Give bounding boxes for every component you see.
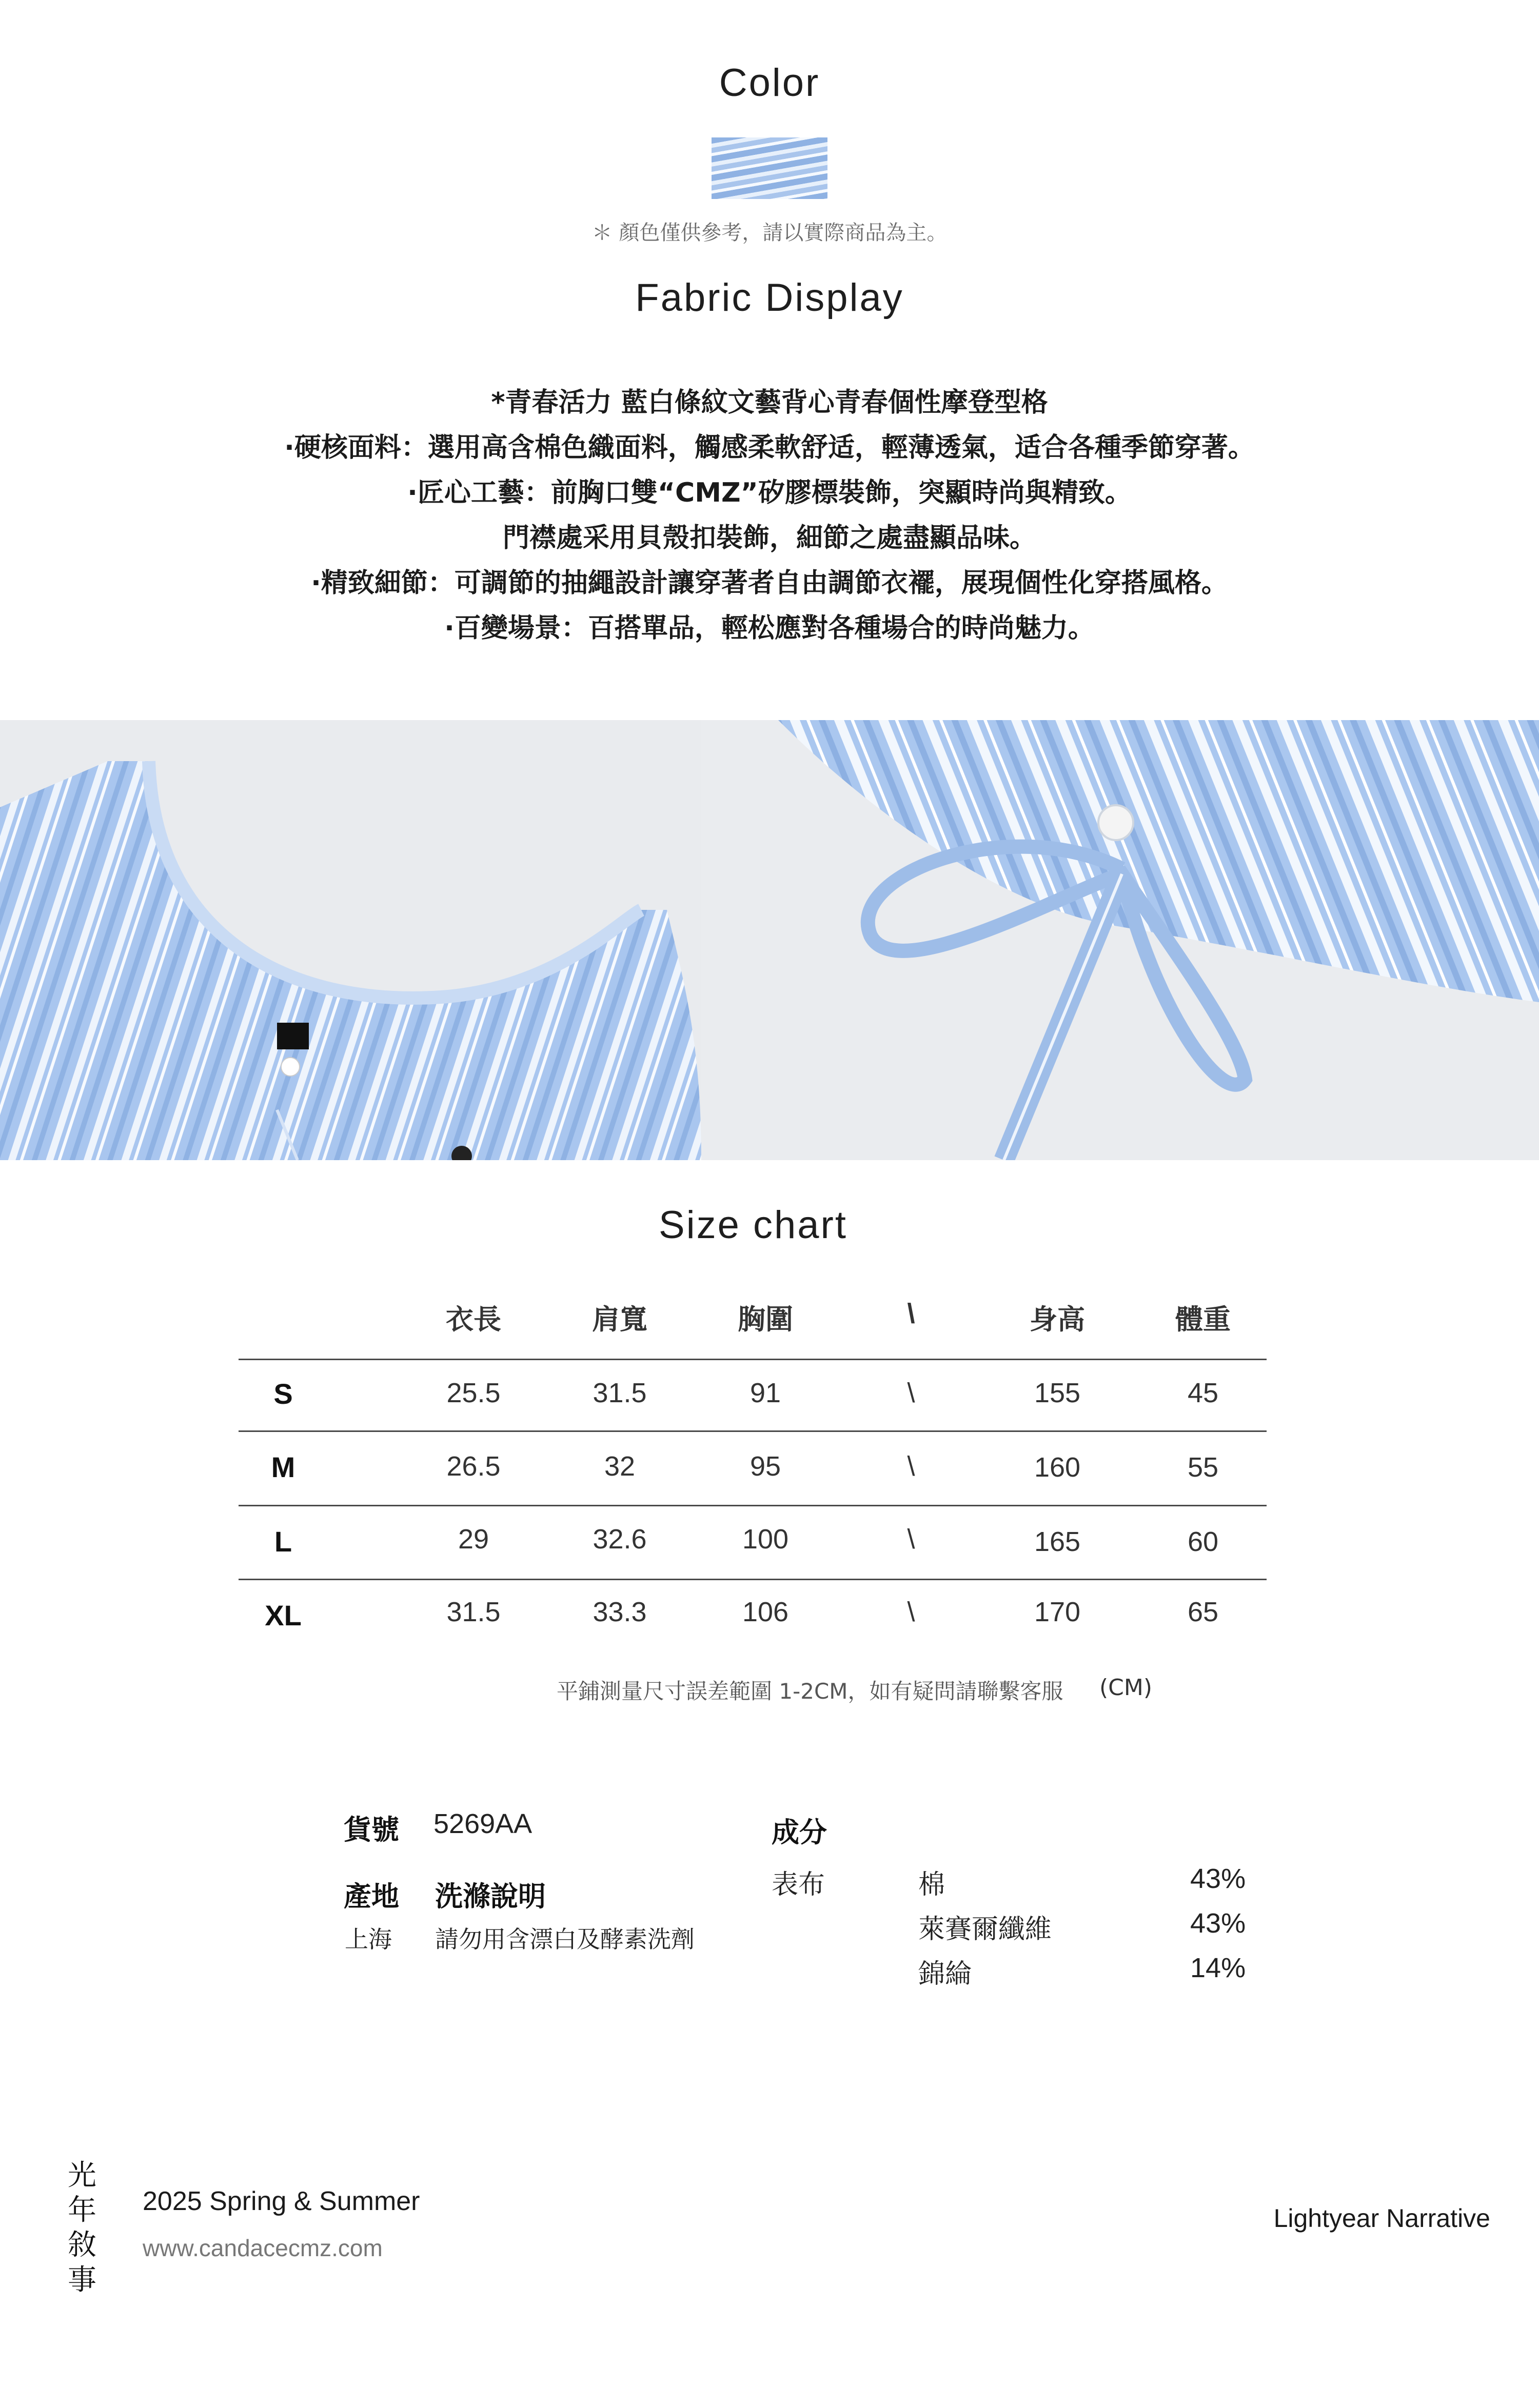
- table-cell: 25.5: [446, 1378, 501, 1408]
- origin-value: 上海: [345, 1925, 392, 1953]
- wash-label: 洗滌說明: [435, 1880, 546, 1913]
- item-no-label: 貨號: [344, 1814, 399, 1846]
- origin-label: 產地: [344, 1880, 399, 1913]
- table-cell: \: [907, 1451, 915, 1482]
- brand-name-en: Lightyear Narrative: [1273, 2204, 1490, 2233]
- season-label: 2025 Spring & Summer: [143, 2186, 420, 2216]
- material-pct: 43%: [1190, 1863, 1246, 1894]
- size-label: L: [274, 1525, 292, 1558]
- item-no-value: 5269AA: [433, 1808, 532, 1839]
- table-cell: 91: [749, 1378, 781, 1408]
- size-label: M: [271, 1451, 295, 1483]
- table-cell: 170: [1034, 1597, 1081, 1627]
- size-label: XL: [265, 1599, 302, 1631]
- material-name: 錦綸: [918, 1959, 972, 1989]
- size-chart-title: Size chart: [659, 1203, 847, 1247]
- col-header-height: 身高: [1030, 1304, 1085, 1335]
- table-cell: 45: [1187, 1378, 1219, 1408]
- fabric-line-3: ·匠心工藝：前胸口雙“CMZ”矽膠標裝飾，突顯時尚與精致。: [407, 477, 1132, 508]
- table-cell: 160: [1034, 1452, 1081, 1483]
- color-note: ＊ 顏色僅供參考，請以實際商品為主。: [591, 221, 948, 245]
- wash-value: 請勿用含漂白及酵素洗劑: [435, 1925, 695, 1953]
- table-cell: 32.6: [593, 1524, 647, 1555]
- table-divider: [239, 1505, 1267, 1506]
- table-cell: 55: [1187, 1452, 1219, 1483]
- table-cell: 155: [1034, 1378, 1081, 1408]
- table-cell: 60: [1187, 1526, 1219, 1557]
- material-pct: 14%: [1190, 1953, 1246, 1983]
- col-header-weight: 體重: [1175, 1304, 1231, 1335]
- table-cell: 33.3: [593, 1597, 647, 1627]
- table-cell: 31.5: [446, 1597, 501, 1627]
- brand-char: 事: [68, 2263, 96, 2297]
- fabric-title: Fabric Display: [635, 276, 904, 320]
- color-swatch-blue-stripe[interactable]: [712, 137, 827, 199]
- material-name: 萊賽爾纖維: [918, 1914, 1052, 1945]
- col-header-length: 衣長: [446, 1304, 501, 1335]
- fabric-line-6: ·百變場景：百搭單品，輕松應對各種場合的時尚魅力。: [444, 613, 1095, 644]
- table-cell: 26.5: [446, 1451, 501, 1482]
- col-header-blank: \: [907, 1298, 915, 1329]
- table-cell: 100: [742, 1524, 789, 1555]
- material-name: 棉: [918, 1869, 945, 1900]
- fabric-line-5: ·精致細節：可調節的抽繩設計讓穿著者自由調節衣襬，展現個性化穿搭風格。: [311, 568, 1228, 599]
- table-cell: 95: [749, 1451, 781, 1482]
- fabric-part-label: 表布: [772, 1869, 825, 1900]
- brand-logo-vertical: [66, 2158, 98, 2298]
- brand-char: 年: [68, 2194, 96, 2227]
- col-header-chest: 胸圍: [738, 1304, 793, 1335]
- brand-char: 光: [68, 2159, 96, 2192]
- table-cell: 65: [1187, 1597, 1219, 1627]
- fabric-line-1: *青春活力 藍白條紋文藝背心青春個性摩登型格: [491, 387, 1048, 418]
- material-pct: 43%: [1190, 1908, 1246, 1939]
- table-cell: \: [907, 1524, 915, 1555]
- fabric-description: [0, 380, 1539, 651]
- table-cell: \: [907, 1597, 915, 1627]
- fabric-photo-drawstring: [701, 720, 1539, 1160]
- brand-char: 敘: [68, 2228, 96, 2262]
- col-header-shoulder: 肩寬: [592, 1304, 647, 1335]
- color-title: Color: [719, 61, 820, 105]
- table-cell: 165: [1034, 1526, 1081, 1557]
- size-label: S: [273, 1378, 293, 1410]
- fabric-line-2: ·硬核面料：選用高含棉色織面料，觸感柔軟舒适，輕薄透氣，适合各種季節穿著。: [284, 432, 1255, 463]
- fabric-line-4: 門襟處采用貝殼扣裝飾，細節之處盡顯品味。: [502, 523, 1036, 553]
- table-cell: 106: [742, 1597, 789, 1627]
- table-divider: [239, 1430, 1267, 1432]
- table-divider: [239, 1359, 1267, 1360]
- website-link[interactable]: www.candacecmz.com: [143, 2235, 383, 2261]
- table-divider: [239, 1579, 1267, 1580]
- table-cell: 29: [458, 1524, 489, 1555]
- fabric-photo-neckline: [0, 720, 701, 1160]
- composition-label: 成分: [772, 1816, 827, 1848]
- size-chart-unit: (CM): [1099, 1675, 1153, 1701]
- table-cell: 32: [604, 1451, 636, 1482]
- size-chart-note: 平鋪測量尺寸誤差範圍 1-2CM，如有疑問請聯繫客服: [557, 1679, 1063, 1704]
- table-cell: \: [907, 1378, 915, 1408]
- table-cell: 31.5: [593, 1378, 647, 1408]
